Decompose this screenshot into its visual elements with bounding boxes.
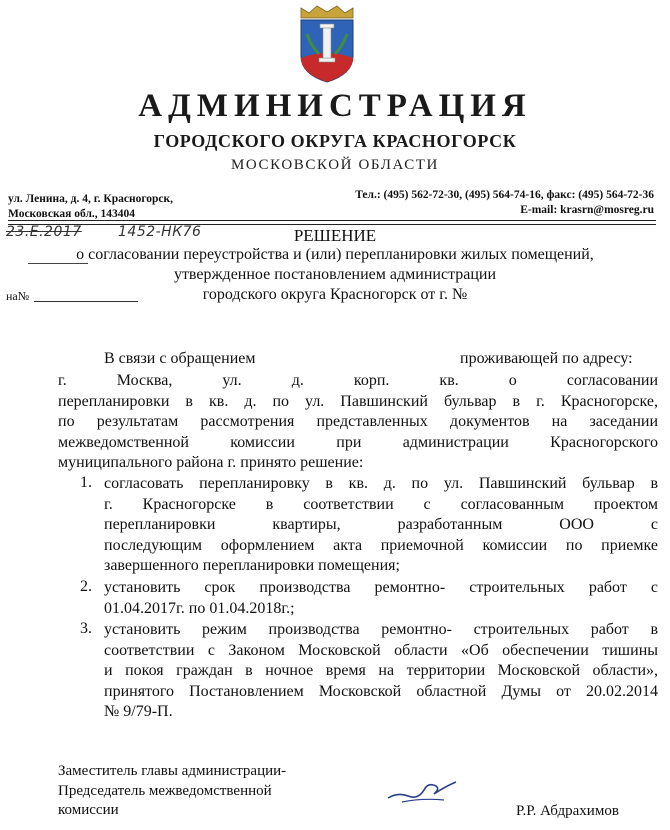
handwritten-number: 1452-НК76 [118,224,202,240]
header-divider-thick [8,220,656,221]
organization-region: МОСКОВСКОЙ ОБЛАСТИ [230,157,439,173]
position-line-2: Председатель межведомственной [58,782,272,799]
item-1-line-2: г. Красногорске в соответствии с согласованным проектом [104,495,658,513]
item-3-line-1: установить режим производства ремонтно- строительных работ в [104,621,658,638]
subject-line-1: о согласовании переустройства и (или) перепланировки жилых помещений, [76,246,594,263]
body-line-2: г. Москва, ул. д. корп. кв. о согласовании [58,372,658,389]
handwritten-signature [384,772,460,813]
position-line-1: Заместитель главы администрации- [58,763,287,779]
contact-info [355,188,654,218]
list-item [104,578,658,619]
document-type-heading: РЕШЕНИЕ [293,226,377,245]
header-divider-thin [8,224,656,225]
organization-title: АДМИНИСТРАЦИЯ [138,88,532,124]
item-1-line-3: перепланировки квартиры, разработанным ООО с [104,516,658,534]
coat-of-arms-emblem [293,4,361,84]
email-line: E-mail: krasrn@mosreg.ru [520,204,654,216]
body-line-3: перепланировки в кв. д. по ул. Павшинский бульвар в г. Красногорске, [58,392,658,410]
address-line-1: ул. Ленина, д. 4, г. Красногорск, [8,193,174,205]
item-2-number: 2. [80,578,92,595]
intro-start: В связи с обращением [104,350,256,367]
organization-subtitle: ГОРОДСКОГО ОКРУГА КРАСНОГОРСК [153,131,517,151]
body-paragraph [58,371,658,474]
item-1-line-5: завершенного перепланировки помещения; [104,557,400,575]
handwritten-date: 23.Е.2017 [6,224,82,240]
subject-line-2: утвержденное постановлением администрации [173,266,497,283]
item-1-line-1: согласовать перепланировку в кв. д. по ул. Павшинский бульвар в [104,475,658,492]
item-3-line-3: и покоя граждан в ночное время на территории Московской области», [104,662,658,680]
reference-rule [34,301,138,302]
item-3-line-5: № 9/79-П. [104,703,173,721]
phone-fax-line: Тел.: (495) 562-72-30, (495) 564-74-16, факс: (495) 564-72-36 [355,189,654,201]
item-3-number: 3. [80,620,92,637]
signatory-name: Р.Р. Абдрахимов [516,803,619,819]
body-line-4: по результатам рассмотрения представленных документов на заседании [58,413,658,431]
item-2-line-2: 01.04.2017г. по 01.04.2018г.; [104,599,295,617]
item-3-line-2: соответствии с Законом Московской области «Об обеспечении тишины [104,641,658,659]
item-1-line-4: последующим оформлением акта приемочной комиссии по приемке [104,536,658,554]
list-item [104,474,658,577]
subject-line-3: городского округа Красногорск от г. № [202,286,468,303]
postal-address [8,192,173,222]
item-1-number: 1. [80,474,92,491]
position-line-3: комиссии [58,802,119,818]
reference-label: на№ [6,289,30,303]
signatory-position [58,762,286,821]
item-3-line-4: принятого Постановлением Московской областной Думы от 20.02.2014 [104,682,658,700]
list-item [104,620,658,723]
body-line-6: муниципального района г. принято решение: [58,454,364,472]
address-line-2: Московская обл., 143404 [8,208,136,220]
item-2-line-1: установить срок производства ремонтно- строительных работ с [104,579,658,596]
body-line-5: межведомственной комиссии при администрации Красногорского [58,433,658,451]
intro-end: проживающей по адресу: [460,350,633,367]
